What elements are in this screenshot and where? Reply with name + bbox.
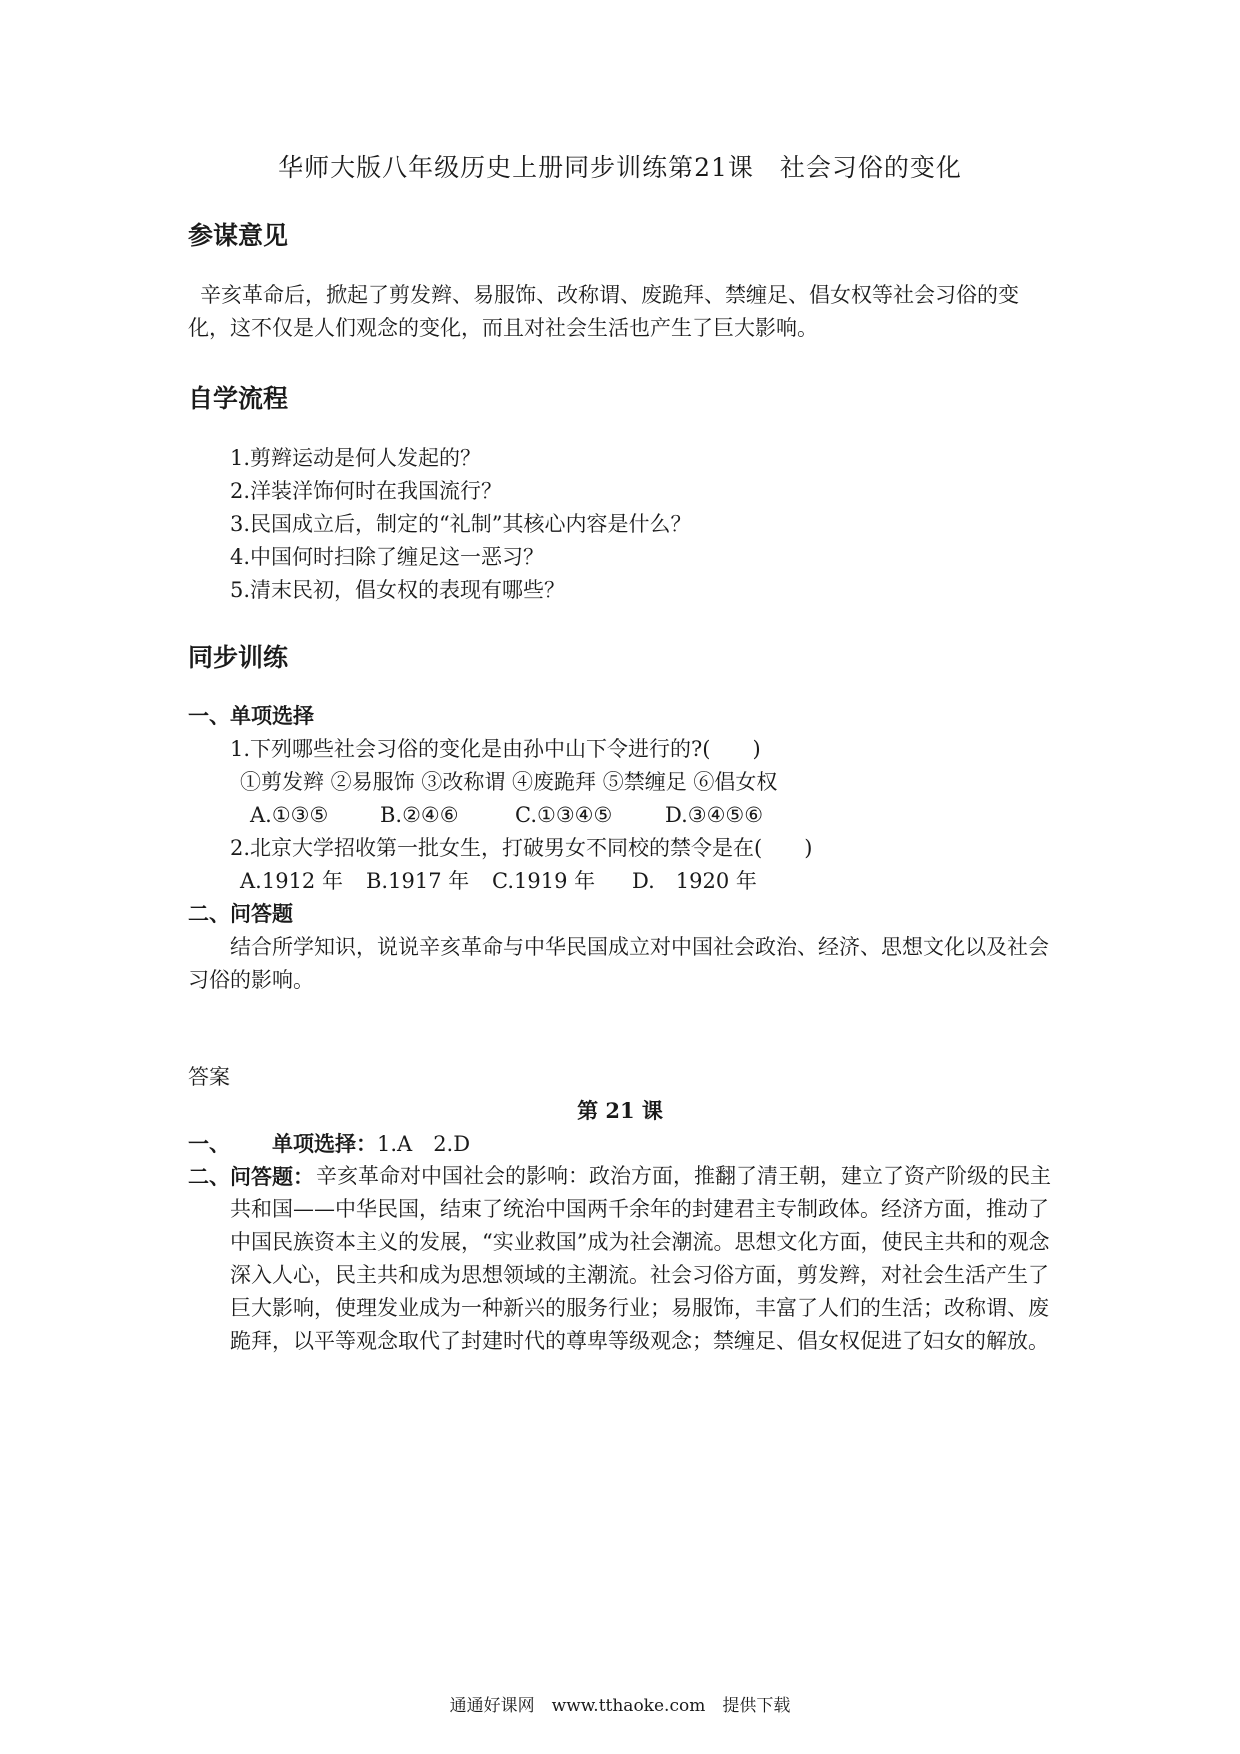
essay-title: 二、问答题 — [188, 902, 293, 926]
answers-part1-title: 单项选择： — [272, 1131, 377, 1156]
option-d: D.③④⑤⑥ — [665, 803, 764, 827]
multiple-choice-title: 一、单项选择 — [188, 704, 314, 728]
choice-question-2: 2.北京大学招收第一批女生，打破男女不同校的禁令是在( ) — [230, 836, 813, 860]
answers-part2-text: 辛亥革命对中国社会的影响：政治方面，推翻了清王朝，建立了资产阶级的民主共和国——中华民国，结束了统治中国两千余年的封建君主专制政体。经济方面，推动了中国民族资本主义的发展，“实业救国”成为社会潮流。思想文化方面，使民主共和的观念深入人心，民主共和成为思想领域的主潮流。社会习俗方面，剪发辫，对社会生活产生了巨大影响，使理发业成为一种新兴的服务行业；易服饰，丰富了人们的生活；改称谓、废跪拜，以平等观念取代了封建时代的尊卑等级观念；禁缠足、倡女权促进了妇女的解放。 — [230, 1164, 1051, 1353]
self-study-question-3: 3.民国成立后，制定的“礼制”其核心内容是什么？ — [230, 512, 692, 536]
option-b: B.②④⑥ — [380, 803, 459, 827]
answers-part2-title: 二、问答题： — [188, 1164, 314, 1189]
choice-question-1-items: ①剪发辫 ②易服饰 ③改称谓 ④废跪拜 ⑤禁缠足 ⑥倡女权 — [240, 770, 778, 794]
page-footer: 通通好课网 www.tthaoke.com 提供下载 — [449, 1696, 791, 1716]
option-d: D. 1920 年 — [632, 869, 757, 893]
page-title: 华师大版八年级历史上册同步训练第21课 社会习俗的变化 — [278, 153, 962, 182]
advice-text: 辛亥革命后，掀起了剪发辫、易服饰、改称谓、废跪拜、禁缠足、倡女权等社会习俗的变化，这不仅是人们观念的变化，而且对社会生活也产生了巨大影响。 — [188, 283, 1019, 340]
answers-lesson: 第 21 课 — [577, 1098, 663, 1123]
answers-part1 — [272, 1127, 470, 1161]
option-a: A.1912 年 — [240, 869, 343, 893]
answers-label: 答案 — [188, 1065, 230, 1089]
self-study-question-4: 4.中国何时扫除了缠足这一恶习？ — [230, 545, 545, 569]
advice-heading: 参谋意见 — [188, 221, 289, 250]
self-study-question-1: 1.剪辫运动是何人发起的？ — [230, 446, 482, 470]
self-study-question-5: 5.清末民初，倡女权的表现有哪些？ — [230, 578, 566, 602]
choice-question-1-options — [250, 799, 763, 832]
self-study-heading: 自学流程 — [188, 384, 289, 413]
answers-part1-number: 一、 — [188, 1131, 230, 1156]
option-c: C.1919 年 — [492, 869, 596, 893]
choice-question-1: 1.下列哪些社会习俗的变化是由孙中山下令进行的?( ) — [230, 737, 761, 761]
option-c: C.①③④⑤ — [515, 803, 613, 827]
self-study-question-2: 2.洋装洋饰何时在我国流行？ — [230, 479, 503, 503]
option-b: B.1917 年 — [366, 869, 470, 893]
training-heading: 同步训练 — [188, 643, 289, 672]
essay-question: 结合所学知识，说说辛亥革命与中华民国成立对中国社会政治、经济、思想文化以及社会习俗的影响。 — [188, 935, 1049, 992]
choice-question-2-options — [240, 865, 757, 898]
option-a: A.①③⑤ — [250, 803, 329, 827]
answers-part1-values: 1.A 2.D — [377, 1132, 471, 1156]
